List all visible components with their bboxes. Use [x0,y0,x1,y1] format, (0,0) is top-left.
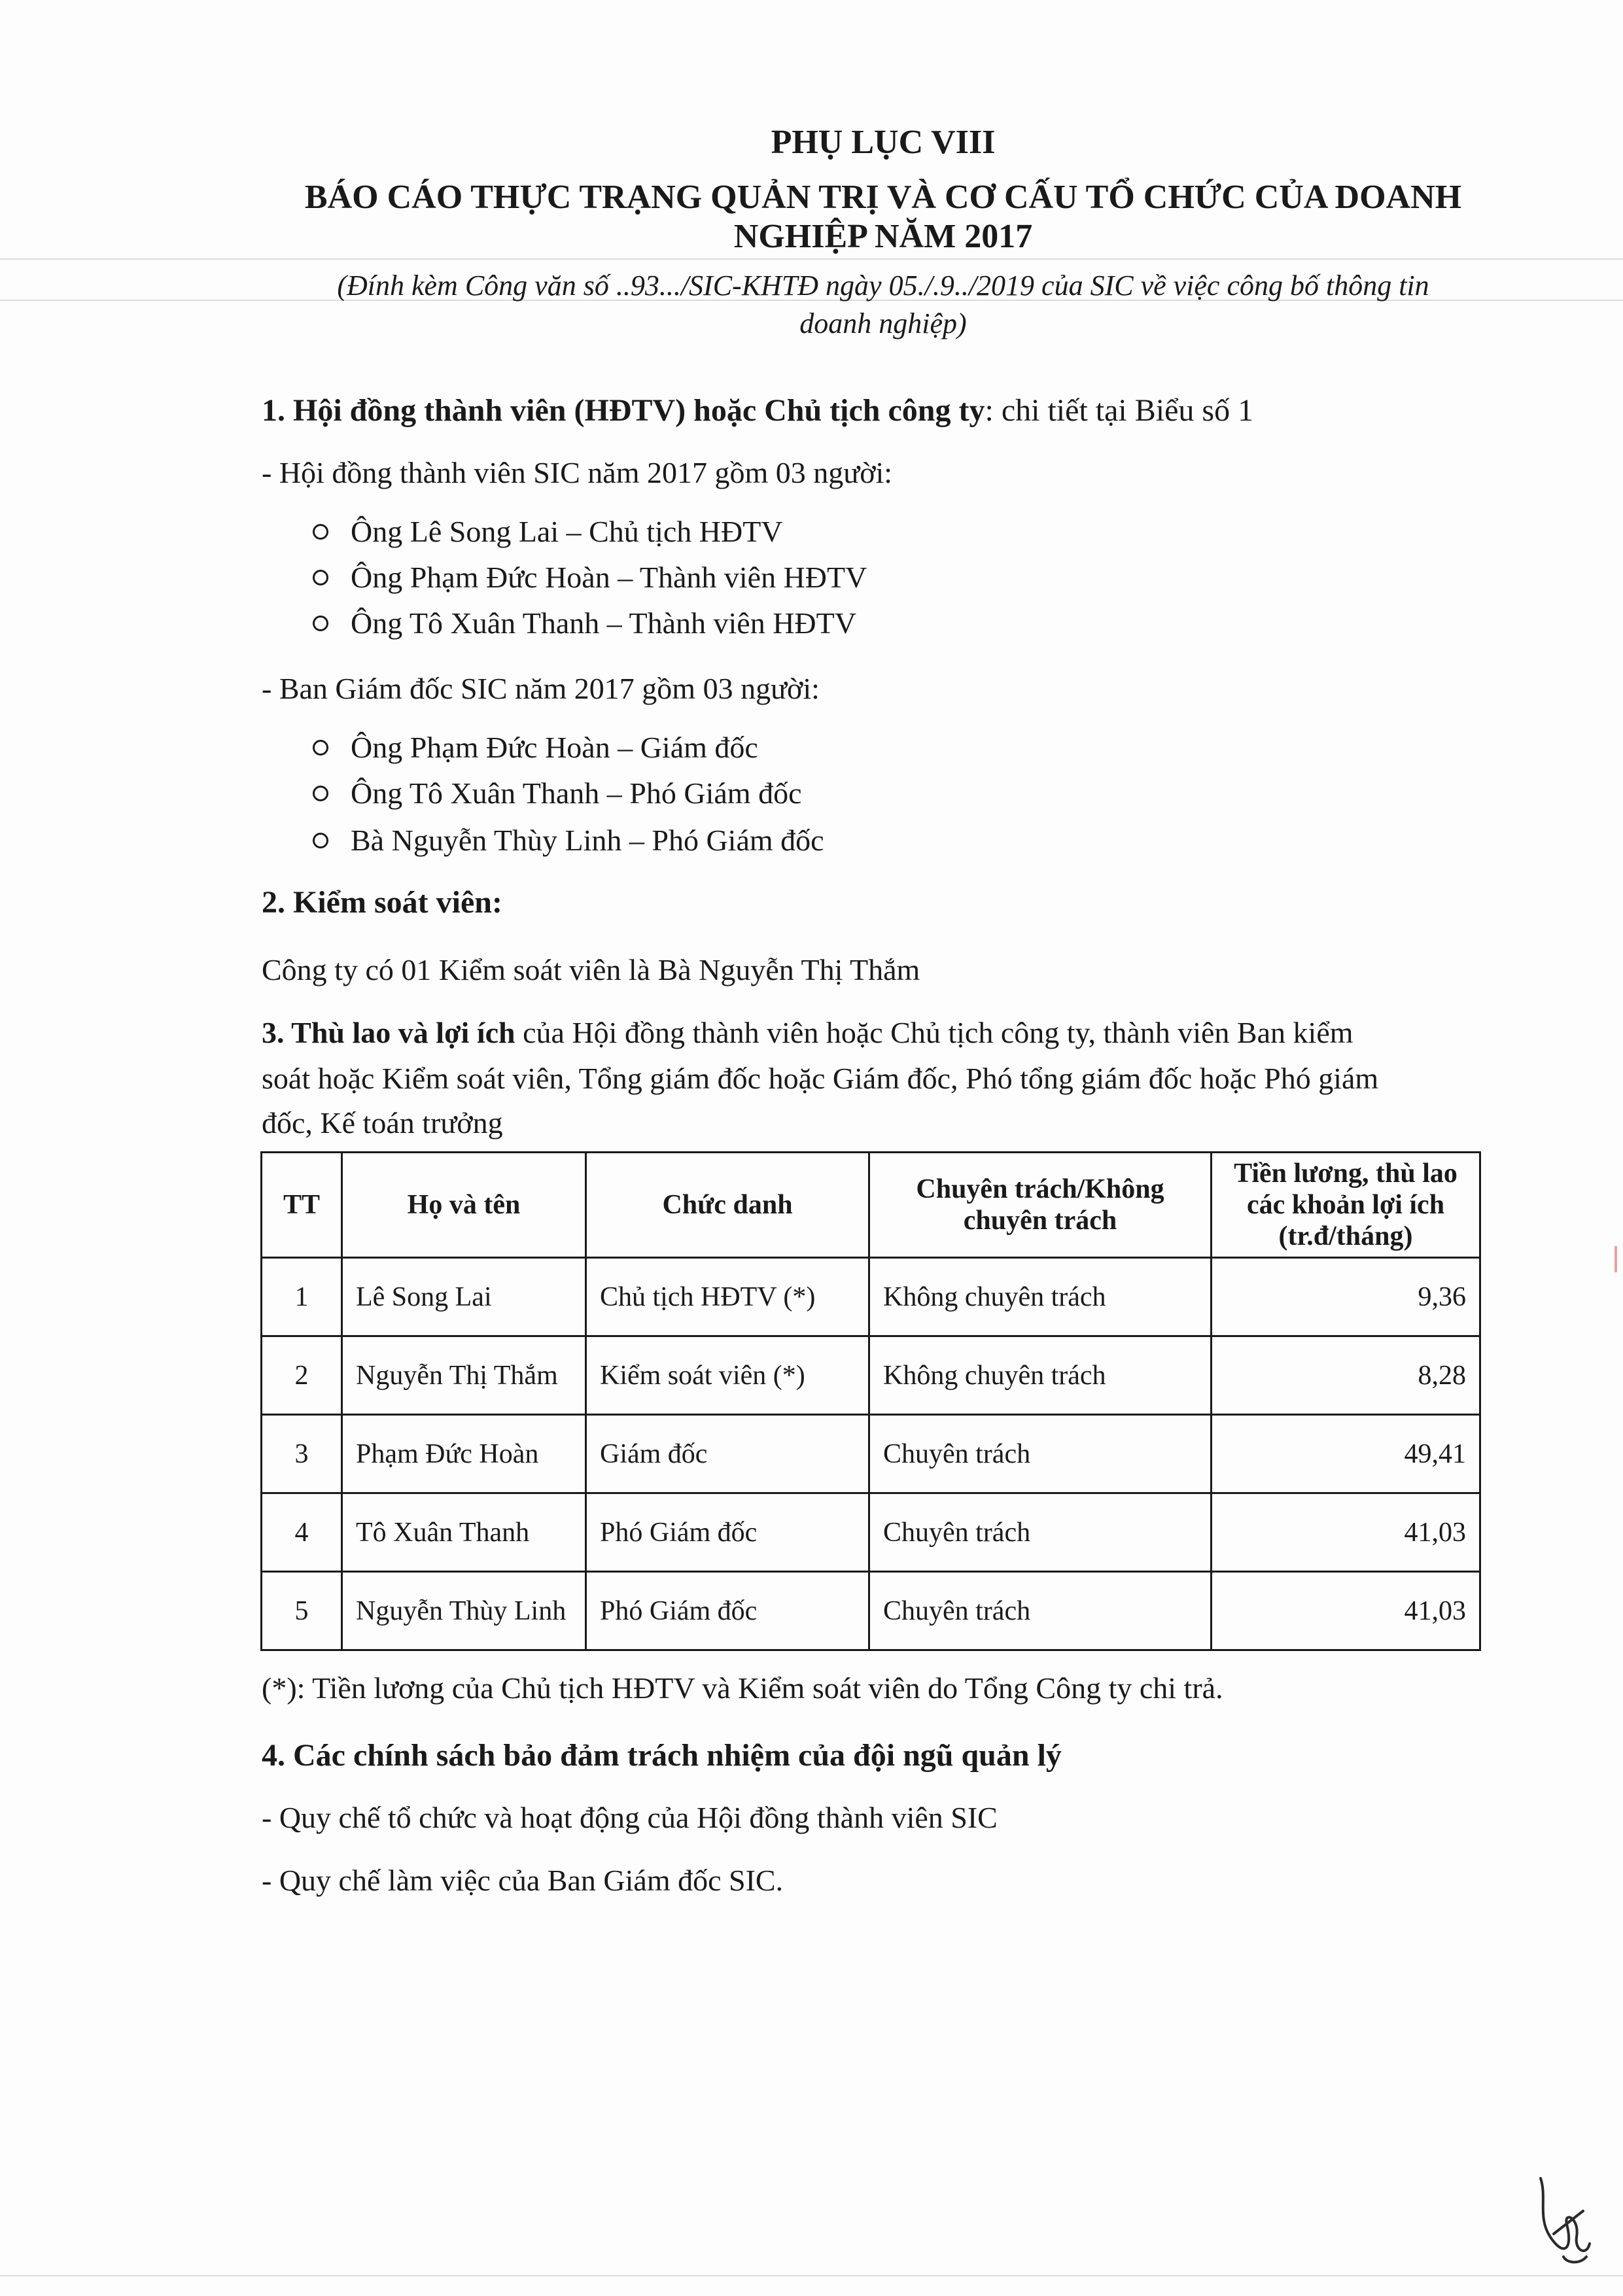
table-footnote: (*): Tiền lương của Chủ tịch HĐTV và Kiểm soát viên do Tổng Công ty chi trả. [262,1671,1223,1705]
cell-name: Lê Song Lai [342,1258,586,1336]
header-type: Chuyên trách/Không chuyên trách [869,1153,1212,1258]
circle-bullet-icon [313,570,328,585]
circle-bullet-icon [313,833,328,848]
cell-pay: 9,36 [1212,1258,1480,1336]
table-row [262,1493,1480,1572]
header-tt: TT [262,1153,342,1258]
board-member-item: Ông Phạm Đức Hoàn – Thành viên HĐTV [313,560,867,595]
circle-bullet-icon [313,616,328,631]
section2-text: Công ty có 01 Kiểm soát viên là Bà Nguyễn Thị Thắm [262,953,920,986]
table-header-row [262,1153,1480,1258]
cell-name: Nguyễn Thị Thắm [342,1336,586,1415]
section3-line2: soát hoặc Kiểm soát viên, Tổng giám đốc hoặc Giám đốc, Phó tổng giám đốc hoặc Phó giám [262,1062,1379,1095]
cell-role: Kiểm soát viên (*) [586,1336,869,1415]
director-item: Bà Nguyễn Thùy Linh – Phó Giám đốc [313,823,824,858]
cell-pay: 41,03 [1212,1493,1480,1572]
section3-line1: 3. Thù lao và lợi ích của Hội đồng thành viên hoặc Chủ tịch công ty, thành viên Ban kiểm [262,1016,1353,1049]
cell-tt: 3 [262,1415,342,1493]
cell-role: Chủ tịch HĐTV (*) [586,1258,869,1336]
appendix-title: PHỤ LỤC VIII [771,124,996,161]
section3-heading-bold: 3. Thù lao và lợi ích [262,1016,515,1049]
directors-intro: - Ban Giám đốc SIC năm 2017 gồm 03 người: [262,672,820,705]
section1-heading-rest: : chi tiết tại Biểu số 1 [985,393,1254,428]
section1-heading [262,392,1253,428]
cell-type: Không chuyên trách [869,1336,1212,1415]
initials-signature-icon [1527,2172,1599,2270]
circle-bullet-icon [313,524,328,540]
cell-pay: 8,28 [1212,1336,1480,1415]
cell-tt: 4 [262,1493,342,1572]
board-intro: - Hội đồng thành viên SIC năm 2017 gồm 03 người: [262,456,893,489]
cell-pay: 41,03 [1212,1572,1480,1650]
cell-pay: 49,41 [1212,1415,1480,1493]
scan-red-mark [1614,1246,1617,1272]
header-pay: Tiền lương, thù lao các khoản lợi ích (tr.đ/tháng) [1212,1153,1480,1258]
cell-name: Nguyễn Thùy Linh [342,1572,586,1650]
director-item: Ông Phạm Đức Hoàn – Giám đốc [313,730,758,765]
cell-role: Phó Giám đốc [586,1572,869,1650]
attachment-note [196,267,1570,343]
cell-type: Chuyên trách [869,1493,1212,1572]
cell-name: Tô Xuân Thanh [342,1493,586,1572]
board-member-item: Ông Lê Song Lai – Chủ tịch HĐTV [313,514,783,549]
attachment-note-line2: doanh nghiệp) [799,307,967,339]
section3-line3: đốc, Kế toán trưởng [262,1106,503,1139]
scan-artifact-line [0,258,1623,260]
report-title-line1: BÁO CÁO THỰC TRẠNG QUẢN TRỊ VÀ CƠ CẤU TỔ CHỨC CỦA DOANH [304,179,1462,216]
cell-role: Giám đốc [586,1415,869,1493]
board-member-item: Ông Tô Xuân Thanh – Thành viên HĐTV [313,606,856,640]
table-row [262,1336,1480,1415]
policy-item: - Quy chế làm việc của Ban Giám đốc SIC. [262,1864,784,1897]
table-row [262,1572,1480,1650]
policy-item: - Quy chế tổ chức và hoạt động của Hội đồng thành viên SIC [262,1801,998,1834]
section1-heading-bold: 1. Hội đồng thành viên (HĐTV) hoặc Chủ tịch công ty [262,393,985,428]
cell-type: Chuyên trách [869,1572,1212,1650]
report-title [196,178,1570,256]
header-name: Họ và tên [342,1153,586,1258]
cell-tt: 1 [262,1258,342,1336]
attachment-note-line1: (Đính kèm Công văn số ..93.../SIC-KHTĐ ngày 05./.9../2019 của SIC về việc công bố thông tin [337,270,1429,302]
section2-heading: 2. Kiểm soát viên: [262,885,502,920]
cell-role: Phó Giám đốc [586,1493,869,1572]
remuneration-table [260,1151,1481,1651]
cell-tt: 2 [262,1336,342,1415]
cell-type: Chuyên trách [869,1415,1212,1493]
cell-tt: 5 [262,1572,342,1650]
header-role: Chức danh [586,1153,869,1258]
circle-bullet-icon [313,740,328,756]
scan-artifact-line [0,2275,1623,2276]
table-row [262,1258,1480,1336]
circle-bullet-icon [313,786,328,801]
cell-name: Phạm Đức Hoàn [342,1415,586,1493]
director-item: Ông Tô Xuân Thanh – Phó Giám đốc [313,776,802,810]
cell-type: Không chuyên trách [869,1258,1212,1336]
section4-heading: 4. Các chính sách bảo đảm trách nhiệm của đội ngũ quản lý [262,1738,1062,1773]
table-row [262,1415,1480,1493]
report-title-line2: NGHIỆP NĂM 2017 [733,218,1033,255]
